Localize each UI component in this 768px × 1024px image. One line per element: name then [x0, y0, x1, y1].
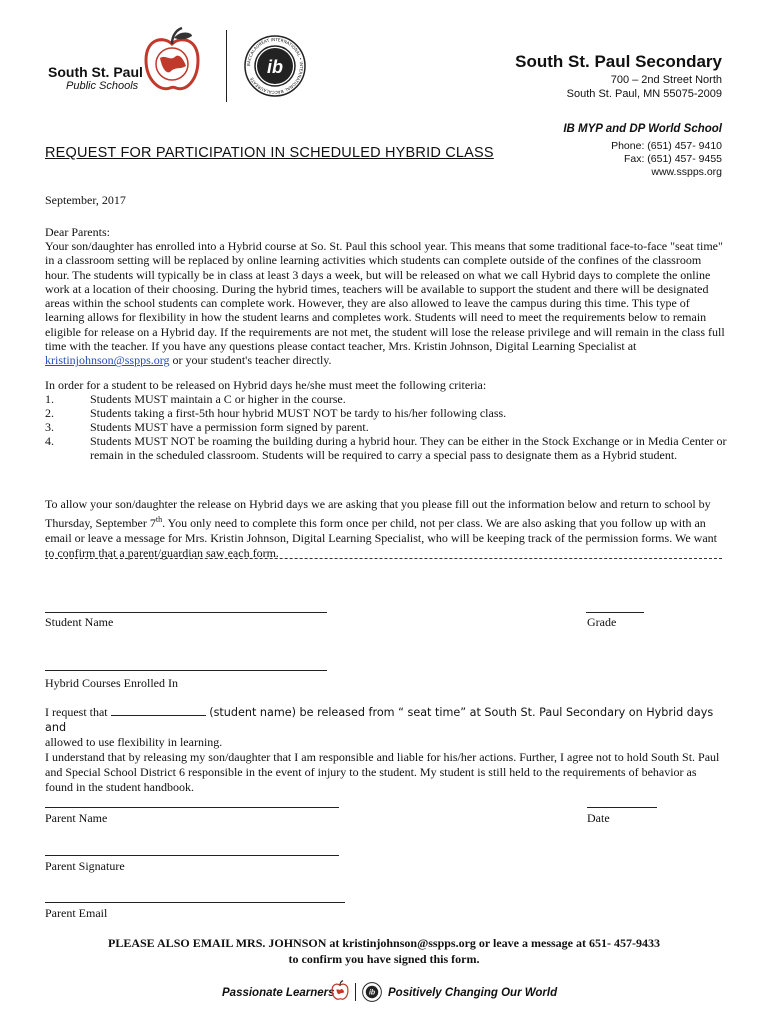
request-student-name-field[interactable] [111, 705, 206, 716]
school-name: South St. Paul Secondary [515, 52, 722, 71]
intro-paragraph [45, 239, 725, 368]
small-apple-logo-icon [330, 980, 350, 1002]
criteria-text: Students MUST have a permission form signed by parent. [90, 420, 369, 434]
salutation: Dear Parents: [45, 225, 110, 239]
ib-school-label: IB MYP and DP World School [563, 123, 722, 135]
grade-field[interactable] [586, 612, 644, 613]
criteria-number: 1. [45, 392, 54, 406]
instructions-paragraph [45, 497, 725, 561]
district-name: South St. Paul [48, 64, 143, 80]
apple-globe-logo-icon [140, 26, 204, 98]
criteria-text: Students MUST maintain a C or higher in the course. [90, 392, 346, 406]
document-title: REQUEST FOR PARTICIPATION IN SCHEDULED HYBRID CLASS [45, 145, 494, 161]
student-name-field[interactable] [45, 612, 327, 613]
small-ib-logo-icon [362, 982, 382, 1002]
ib-logo-icon [243, 34, 307, 98]
criteria-number: 4. [45, 434, 54, 448]
date-superscript: th [155, 515, 163, 524]
parent-name-label: Parent Name [45, 811, 108, 825]
ib-ring-text: BACCALAURÉAT INTERNATIONAL • INTERNATIONAL BACCALAUREATE [245, 36, 305, 96]
footer-divider [355, 983, 356, 1001]
request-statement [45, 705, 725, 795]
instructions-text-end: . You only need to complete this form once per child, not per class. We are also asking that you follow up with an email or leave a message for Mrs. Kristin Johnson, Digital Learning Specialist, who will be keeping track of the permission forms. We want to confirm that a parent/guardian saw each form. [45, 516, 717, 560]
email-link[interactable]: kristinjohnson@sspps.org [45, 353, 170, 368]
liability-text: I understand that by releasing my son/daughter that I am responsible and liable for his/her actions. Further, I agree not to hold South St. Paul and Special School District 6 responsible in the event of injury to the student. My student is still held to the requirements of behavior as found in the student handbook. [45, 750, 720, 794]
criteria-text: Students MUST NOT be roaming the building during a hybrid hour. They can be either in the Stock Exchange or in Media Center or remain in the scheduled classroom. Students will be required to carry a special pass to designate them as a Hybrid student. [90, 434, 727, 463]
tagline-left: Passionate Learners [222, 987, 335, 999]
address-line-2: South St. Paul, MN 55075-2009 [566, 88, 722, 100]
district-subtitle: Public Schools [66, 80, 139, 92]
cut-line [45, 558, 722, 559]
header-divider [226, 30, 227, 102]
request-line-2: allowed to use flexibility in learning. [45, 735, 223, 749]
fax-number: Fax: (651) 457- 9455 [623, 153, 722, 165]
criteria-number: 3. [45, 420, 54, 434]
request-prefix: I request that [45, 705, 111, 719]
criteria-number: 2. [45, 406, 54, 420]
criteria-intro: In order for a student to be released on Hybrid days he/she must meet the following criteria: [45, 378, 487, 392]
intro-text: Your son/daughter has enrolled into a Hybrid course at So. St. Paul this school year. This means that some traditional face-to-face "seat time" in a classroom setting will be replaced by online learning activities which students can complete outside of the confines of the classroom hour. The students will typically be in class at least 3 days a week, but will be released on what we call Hybrid days to complete the online work at a location of their choosing. During the hybrid times, teachers will be available to support the student and there will be designated areas within the school students can complete work. However, they are also allowed to leave the campus during this time. This type of learning allows for flexibility in how the student learns and completes work. Students will need to meet the requirements below to remain eligible for release on a Hybrid day. If the requirements are not met, the student will lose the release privilege and will remain in the class full time with the teacher. If you have any questions please contact teacher, Mrs. Kristin Johnson, Digital Learning Specialist at [45, 239, 725, 354]
footer-note: PLEASE ALSO EMAIL MRS. JOHNSON at kristinjohnson@sspps.org or leave a message at 651- 457-9433 [108, 936, 660, 950]
letter-date: September, 2017 [45, 193, 126, 207]
website: www.sspps.org [651, 166, 722, 178]
grade-label: Grade [587, 615, 617, 629]
phone-number: Phone: (651) 457- 9410 [611, 140, 722, 152]
ib-logo-text: ib [267, 57, 283, 77]
date-field[interactable] [587, 807, 657, 808]
request-text: (student name) be released from “ seat time” at South St. Paul Secondary on Hybrid days and [45, 706, 714, 734]
criteria-text: Students taking a first-5th hour hybrid MUST NOT be tardy to his/her following class. [90, 406, 507, 420]
parent-signature-label: Parent Signature [45, 859, 125, 873]
parent-signature-field[interactable] [45, 855, 339, 856]
hybrid-courses-label: Hybrid Courses Enrolled In [45, 676, 178, 690]
instructions-text: To allow your son/daughter the release on Hybrid days we are asking that you please fill out the information below and return to school by Thursday, September 7 [45, 497, 711, 530]
parent-email-field[interactable] [45, 902, 345, 903]
student-name-label: Student Name [45, 615, 114, 629]
parent-email-label: Parent Email [45, 906, 108, 920]
parent-name-field[interactable] [45, 807, 339, 808]
small-ib-logo-text: ib [368, 989, 376, 997]
date-label: Date [587, 811, 610, 825]
address-line-1: 700 – 2nd Street North [610, 74, 722, 86]
footer-note-2: to confirm you have signed this form. [288, 952, 480, 966]
intro-text-end: or your student's teacher directly. [169, 353, 332, 368]
hybrid-courses-field[interactable] [45, 670, 327, 671]
tagline-right: Positively Changing Our World [388, 987, 558, 999]
